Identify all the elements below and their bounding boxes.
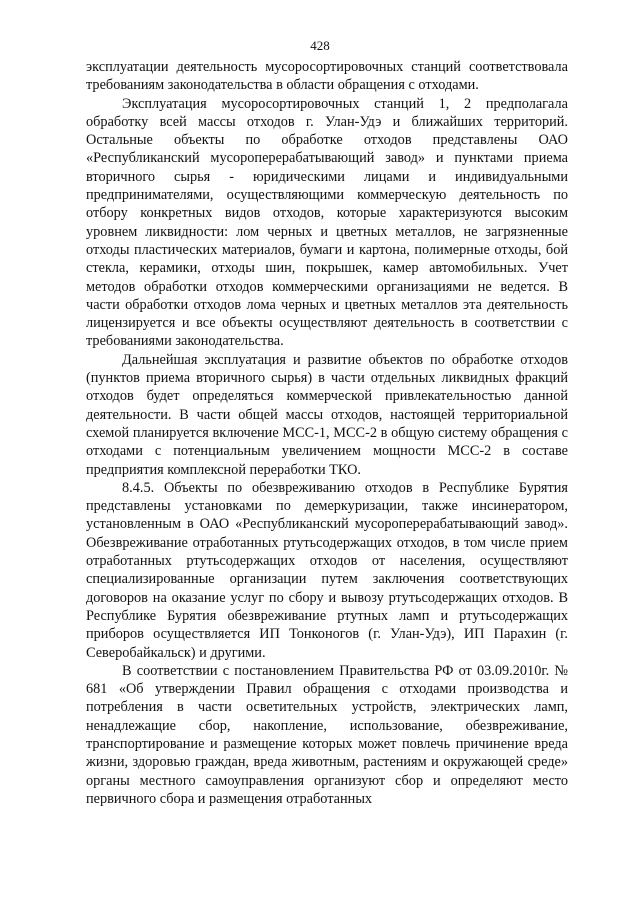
page-number: 428 bbox=[310, 38, 330, 53]
paragraph: В соответствии с постановлением Правительства РФ от 03.09.2010г. № 681 «Об утверждении Правил обращения с отходами производства и потребления в части осветительных устройств, электрических ламп, ненадлежащие сбор, накопление, использование, обезвреживание, транспортирование и размещение которых может повлечь причинение вреда жизни, здоровью граждан, вреда животным, растениям и окружающей среде» органы местного самоуправления организуют сбор и определяют место первичного сбора и размещения отработанных bbox=[86, 662, 568, 807]
paragraph: Дальнейшая эксплуатация и развитие объектов по обработке отходов (пунктов приема вторичного сырья) в части отдельных ликвидных фракций отходов будет определяться коммерческой привлекательностью данной деятельности. В части общей массы отходов, настоящей территориальной схемой планируется включение МСС-1, МСС-2 в общую систему обращения с отходами с потенциальным увеличением мощности МСС-2 в составе предприятия комплексной переработки ТКО. bbox=[86, 351, 568, 478]
paragraph: эксплуатации деятельность мусоросортировочных станций соответствовала требованиям законодательства в области обращения с отходами. bbox=[86, 59, 568, 94]
paragraph: Эксплуатация мусоросортировочных станций 1, 2 предполагала обработку всей массы отходов г. Улан-Удэ и ближайших территорий. Остальные объекты по обработке отходов представлены ОАО «Республиканский мусороперерабатывающий завод» и пунктами приема вторичного сырья - юридическими лицами и индивидуальными предпринимателями, осуществляющими коммерческую деятельность по отбору конкретных видов отходов, которые характеризуются высоким уровнем ликвидности: лом черных и цветных металлов, не загрязненные отходы пластических материалов, бумаги и картона, полимерные отходы, бой стекла, керамики, отходы шин, покрышек, камер автомобильных. Учет методов обработки отходов коммерческими организациями не ведется. В части обработки отходов лома черных и цветных металлов эта деятельность лицензируется и все объекты осуществляют деятельность в соответствии с требованиями законодательства. bbox=[86, 95, 568, 350]
paragraph: 8.4.5. Объекты по обезвреживанию отходов в Республике Бурятия представлены установками по демеркуризации, также инсинератором, установленным в ОАО «Республиканский мусороперерабатывающий завод». Обезвреживание отработанных ртутьсодержащих отходов, в том числе прием отработанных ртутьсодержащих отходов от населения, осуществляют специализированные организации путем заключения соответствующих договоров на оказание услуг по сбору и вывозу ртутьсодержащих отходов. В Республике Бурятия обезвреживание ртутных ламп и ртутьсодержащих приборов осуществляется ИП Тонконогов (г. Улан-Удэ), ИП Парахин (г. Северобайкальск) и другими. bbox=[86, 479, 568, 661]
document-body bbox=[86, 58, 568, 808]
